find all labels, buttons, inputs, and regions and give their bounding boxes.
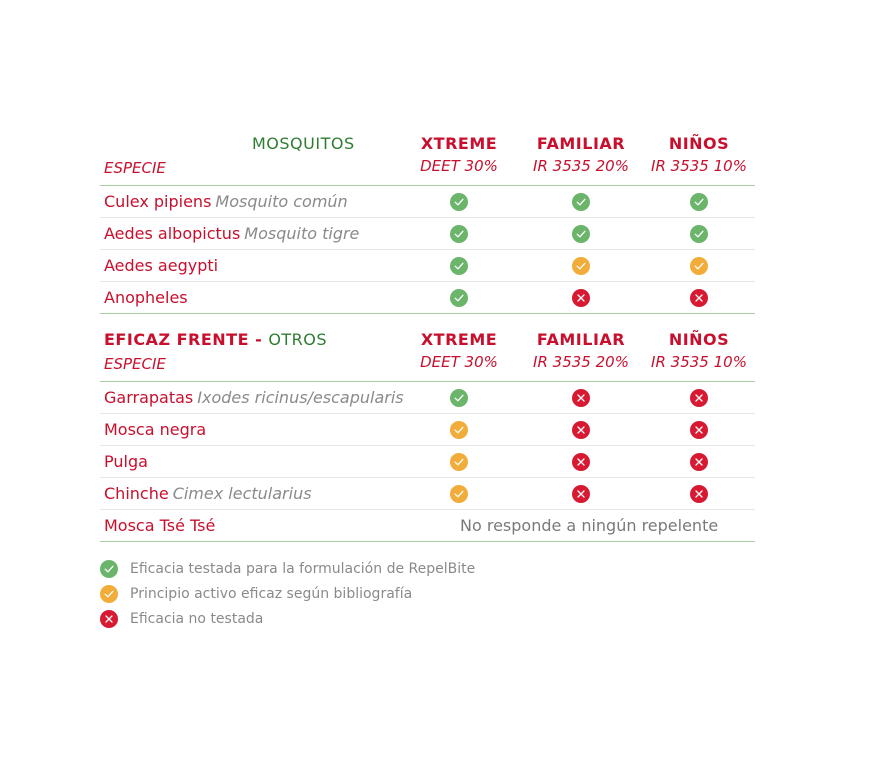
other-rows xyxy=(100,382,755,510)
column-name: FAMILIAR xyxy=(536,330,626,349)
section-title-green: OTROS xyxy=(268,330,328,349)
table-row xyxy=(100,186,755,218)
column-ingredient: DEET 30% xyxy=(420,353,498,371)
species-scientific: Culex pipiens xyxy=(104,192,212,211)
species-name xyxy=(104,256,218,275)
table-row xyxy=(100,250,755,282)
table-row xyxy=(100,478,755,510)
check-green-icon xyxy=(450,389,468,407)
check-orange-icon xyxy=(100,585,118,603)
species-label: ESPECIE xyxy=(104,355,166,373)
efficacy-table xyxy=(100,130,755,542)
cross-red-icon xyxy=(690,289,708,307)
cross-red-icon xyxy=(690,453,708,471)
species-name xyxy=(104,452,148,471)
table-row xyxy=(100,446,755,478)
cross-red-icon xyxy=(690,421,708,439)
check-orange-icon xyxy=(450,421,468,439)
species-label: ESPECIE xyxy=(104,159,166,177)
column-xtreme xyxy=(400,134,518,175)
column-name: XTREME xyxy=(420,330,498,349)
column-xtreme xyxy=(400,330,518,371)
species-scientific: Aedes aegypti xyxy=(104,256,219,275)
species-name xyxy=(104,192,348,211)
table-row xyxy=(100,218,755,250)
column-name: XTREME xyxy=(420,134,498,153)
section-otros-header xyxy=(100,326,755,382)
column-name: FAMILIAR xyxy=(536,134,626,153)
cross-red-icon xyxy=(100,610,118,628)
species-scientific: Mosca negra xyxy=(104,420,207,439)
section-mosquitos-header xyxy=(100,130,755,186)
species-common: Mosquito común xyxy=(215,192,348,211)
species-scientific: Chinche xyxy=(104,484,169,503)
column-familiar xyxy=(522,134,640,175)
species-scientific: Pulga xyxy=(104,452,148,471)
section-title-mosquitos: MOSQUITOS xyxy=(252,134,355,153)
cross-red-icon xyxy=(572,485,590,503)
section-title-red: EFICAZ FRENTE - xyxy=(104,330,269,349)
mosquito-rows xyxy=(100,186,755,314)
column-ingredient: DEET 30% xyxy=(420,157,498,175)
column-ingredient: IR 3535 20% xyxy=(533,157,629,175)
table-row-tse-tse xyxy=(100,510,755,542)
column-ninos xyxy=(640,134,758,175)
check-orange-icon xyxy=(572,257,590,275)
species-common: Ixodes ricinus/escapularis xyxy=(197,388,404,407)
column-ingredient: IR 3535 10% xyxy=(651,353,747,371)
check-orange-icon xyxy=(450,453,468,471)
species-name xyxy=(104,224,359,243)
column-familiar xyxy=(522,330,640,371)
species-name xyxy=(104,388,404,407)
cross-red-icon xyxy=(690,485,708,503)
check-green-icon xyxy=(450,257,468,275)
cross-red-icon xyxy=(572,453,590,471)
check-green-icon xyxy=(690,193,708,211)
cross-red-icon xyxy=(690,389,708,407)
legend-text: Principio activo eficaz según bibliografía xyxy=(130,586,413,602)
check-green-icon xyxy=(450,225,468,243)
legend-text: Eficacia testada para la formulación de RepelBite xyxy=(130,561,476,577)
table-row xyxy=(100,382,755,414)
species-name xyxy=(104,484,312,503)
species-name: Mosca Tsé Tsé xyxy=(104,516,216,535)
check-orange-icon xyxy=(450,485,468,503)
check-green-icon xyxy=(690,225,708,243)
species-name xyxy=(104,420,206,439)
species-scientific: Garrapatas xyxy=(104,388,194,407)
cross-red-icon xyxy=(572,389,590,407)
check-green-icon xyxy=(100,560,118,578)
column-ingredient: IR 3535 10% xyxy=(651,157,747,175)
column-ingredient: IR 3535 20% xyxy=(533,353,629,371)
species-scientific: Anopheles xyxy=(104,288,188,307)
check-green-icon xyxy=(572,193,590,211)
column-name: NIÑOS xyxy=(668,134,730,153)
section-title-otros xyxy=(104,330,327,349)
table-row xyxy=(100,282,755,314)
species-scientific: Aedes albopictus xyxy=(104,224,241,243)
check-green-icon xyxy=(450,289,468,307)
column-name: NIÑOS xyxy=(668,330,730,349)
check-green-icon xyxy=(450,193,468,211)
species-common: Cimex lectularius xyxy=(172,484,312,503)
cross-red-icon xyxy=(572,289,590,307)
cross-red-icon xyxy=(572,421,590,439)
check-green-icon xyxy=(572,225,590,243)
species-common: Mosquito tigre xyxy=(244,224,360,243)
legend-text: Eficacia no testada xyxy=(130,611,264,627)
column-ninos xyxy=(640,330,758,371)
table-row xyxy=(100,414,755,446)
check-orange-icon xyxy=(690,257,708,275)
species-name xyxy=(104,288,188,307)
no-repellent-note: No responde a ningún repelente xyxy=(460,516,719,535)
